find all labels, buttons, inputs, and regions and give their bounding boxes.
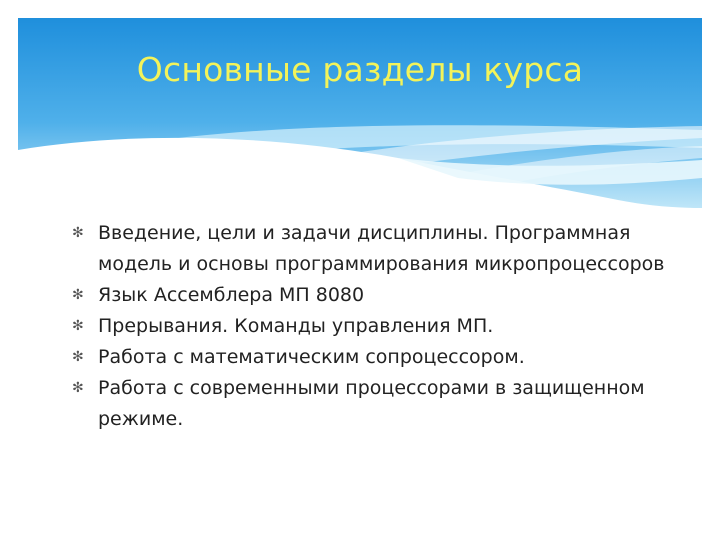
- bullet-item: [70, 342, 670, 373]
- bullet-text: Язык Ассемблера МП 8080: [98, 284, 365, 306]
- bullet-item: [70, 280, 670, 311]
- asterisk-icon: ✻: [72, 380, 84, 396]
- bullet-text: Прерывания. Команды управления МП.: [98, 315, 494, 337]
- bullet-item: [70, 218, 670, 280]
- header-banner: [18, 18, 702, 208]
- slide-title: Основные разделы курса: [136, 50, 584, 89]
- asterisk-icon: ✻: [72, 318, 84, 334]
- bullet-text: Работа с математическим сопроцессором.: [98, 346, 525, 368]
- asterisk-icon: ✻: [72, 287, 84, 303]
- bullet-item: [70, 311, 670, 342]
- asterisk-icon: ✻: [72, 349, 84, 365]
- asterisk-icon: ✻: [72, 225, 84, 241]
- bullet-text: Работа с современными процессорами в защищенном режиме.: [98, 377, 645, 430]
- content-area: [70, 218, 670, 435]
- bullet-text: Введение, цели и задачи дисциплины. Программная модель и основы программирования микропроцессоров: [98, 222, 665, 275]
- bullet-item: [70, 373, 670, 435]
- sky-wave-graphic: [18, 18, 702, 208]
- bullet-list: [70, 218, 670, 435]
